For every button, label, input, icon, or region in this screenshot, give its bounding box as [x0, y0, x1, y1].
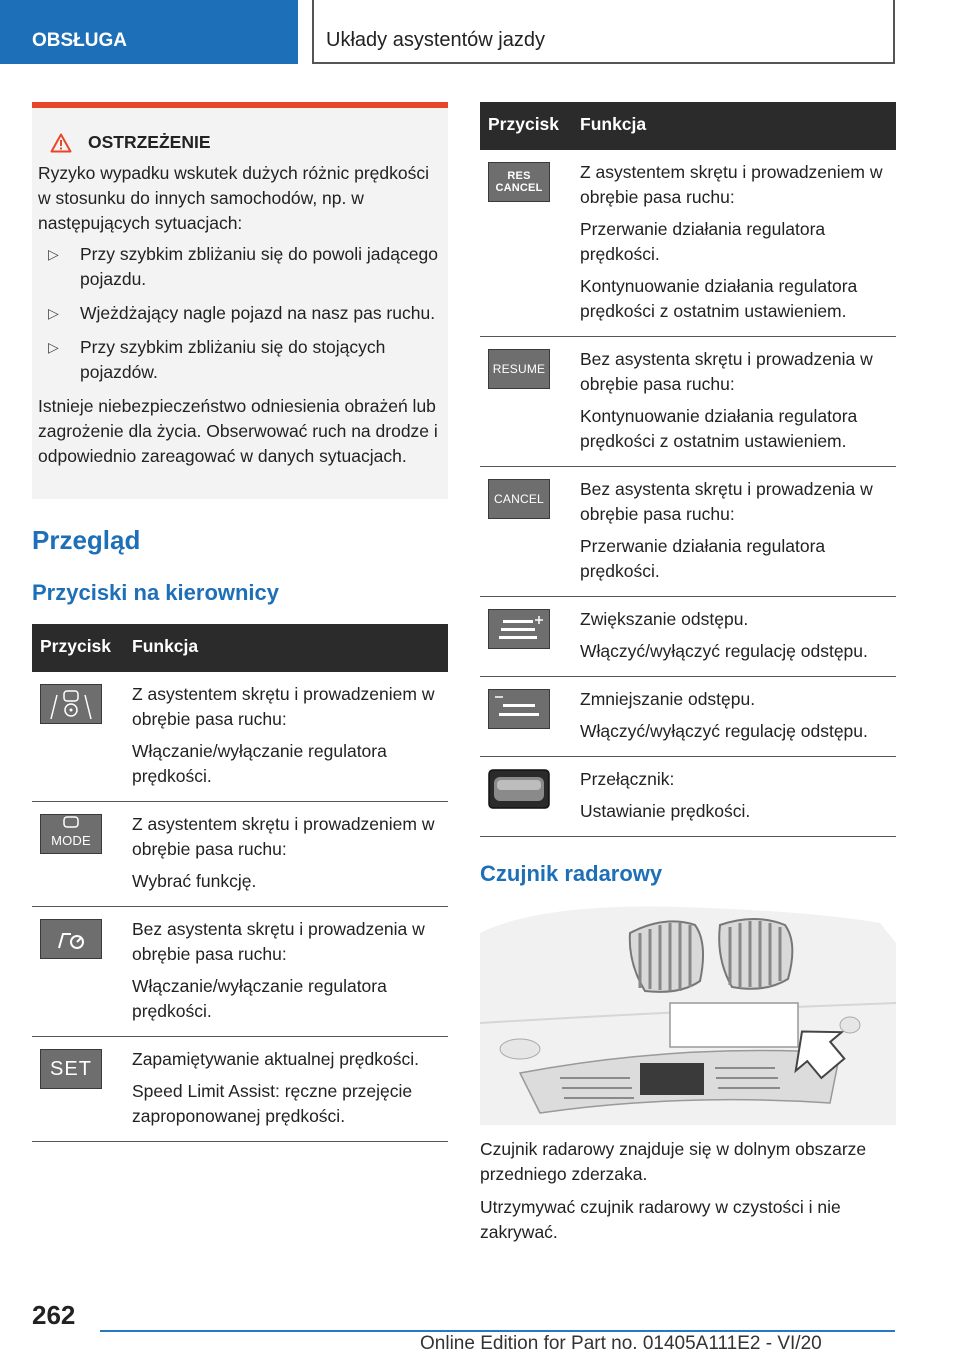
- cruise-control-icon: [40, 919, 102, 959]
- function-text: Z asystentem skrętu i prowadzeniem w obrębie pasa ruchu:: [580, 162, 883, 207]
- distance-increase-icon: [488, 609, 550, 649]
- function-text: Z asystentem skrętu i prowadzeniem w obrębie pasa ruchu:: [132, 814, 435, 859]
- lane-assist-steering-icon: [40, 684, 102, 724]
- bullet-triangle-icon: ▷: [48, 339, 59, 355]
- list-item: ▷ Przy szybkim zbliżaniu się do powoli jadącego pojazdu.: [48, 244, 438, 289]
- function-text: Bez asystenta skrętu i prowadzenia w obrębie pasa ruchu:: [132, 919, 425, 964]
- overview-heading: Przegląd: [32, 525, 141, 555]
- warning-outro: Istnieje niebezpieczeństwo odniesienia obrażeń lub zagrożenie dla życia. Obserwować ruch na drodze i odpowiednio zareagować w danych sytuacjach.: [38, 396, 438, 466]
- right-column: [480, 102, 896, 1253]
- function-text: Ustawianie prędkości.: [580, 801, 751, 821]
- warning-title: OSTRZEŻENIE: [88, 132, 211, 152]
- function-text: Włączanie/wyłączanie regulatora prędkości.: [132, 976, 387, 1021]
- function-text: Kontynuowanie działania regulatora prędkości z ostatnim ustawieniem.: [580, 276, 858, 321]
- column-header-function: Funkcja: [572, 102, 896, 150]
- steering-buttons-table: [32, 624, 448, 1142]
- table-row: [32, 907, 448, 1037]
- table-header-row: [480, 102, 896, 150]
- function-text: Włączyć/wyłączyć regulację odstępu.: [580, 641, 868, 661]
- table-row: [32, 1037, 448, 1142]
- function-text: Zapamiętywanie aktualnej prędkości.: [132, 1049, 419, 1069]
- warning-heading: [50, 130, 440, 155]
- function-text: Bez asystenta skrętu i prowadzenia w obrębie pasa ruchu:: [580, 349, 873, 394]
- warning-list: [38, 242, 440, 385]
- table-row: [480, 337, 896, 467]
- section-tab: OBSŁUGA: [0, 0, 298, 64]
- radar-sensor-heading: Czujnik radarowy: [480, 861, 663, 886]
- function-text: Kontynuowanie działania regulatora prędkości z ostatnim ustawieniem.: [580, 406, 858, 451]
- table-row: [480, 597, 896, 677]
- function-text: Zwiększanie odstępu.: [580, 609, 749, 629]
- function-text: Włączanie/wyłączanie regulatora prędkości.: [132, 741, 387, 786]
- table-row: [32, 672, 448, 802]
- warning-box: [32, 102, 448, 499]
- column-header-function: Funkcja: [124, 624, 448, 672]
- car-front-bumper-image: [480, 903, 896, 1125]
- warning-triangle-icon: [50, 133, 72, 153]
- radar-paragraph: Czujnik radarowy znajduje się w dolnym obszarze przedniego zderzaka.: [480, 1139, 867, 1184]
- function-text: Przerwanie działania regulatora prędkości.: [580, 536, 826, 581]
- radar-description: [480, 1137, 896, 1245]
- function-text: Bez asystenta skrętu i prowadzenia w obrębie pasa ruchu:: [580, 479, 873, 524]
- list-item: ▷ Przy szybkim zbliżaniu się do stojących pojazdów.: [48, 337, 386, 382]
- resume-button-icon: RESUME: [488, 349, 550, 389]
- res-cancel-button-icon: RES CANCEL: [488, 162, 550, 202]
- steering-buttons-table-continued: [480, 102, 896, 837]
- table-row: [480, 677, 896, 757]
- steering-buttons-heading: Przyciski na kierownicy: [32, 580, 280, 605]
- warning-intro: Ryzyko wypadku wskutek dużych różnic prędkości w stosunku do innych samochodów, np. w następujących sytuacjach:: [38, 163, 429, 233]
- chapter-title: Układy asystentów jazdy: [312, 0, 895, 64]
- table-row: [480, 467, 896, 597]
- function-text: Włączyć/wyłączyć regulację odstępu.: [580, 721, 868, 741]
- column-header-button: Przycisk: [480, 102, 572, 150]
- table-row: [32, 802, 448, 907]
- page-number: 262: [32, 1300, 76, 1330]
- function-text: Wybrać funkcję.: [132, 871, 257, 891]
- table-row: [480, 150, 896, 337]
- function-text: Z asystentem skrętu i prowadzeniem w obrębie pasa ruchu:: [132, 684, 435, 729]
- rocker-switch-icon: [488, 769, 550, 809]
- function-text: Speed Limit Assist: ręczne przejęcie zaproponowanej prędkości.: [132, 1081, 413, 1126]
- function-text: Zmniejszanie odstępu.: [580, 689, 756, 709]
- bullet-triangle-icon: ▷: [48, 246, 59, 262]
- footer-edition: Online Edition for Part no. 01405A111E2 - VI/20: [420, 1333, 822, 1354]
- list-item: ▷ Wjeżdżający nagle pojazd na nasz pas ruchu.: [48, 301, 440, 326]
- left-column: [32, 102, 448, 1142]
- table-row: [480, 757, 896, 837]
- function-text: Przerwanie działania regulatora prędkości.: [580, 219, 826, 264]
- set-button-icon: SET: [40, 1049, 102, 1089]
- radar-paragraph: Utrzymywać czujnik radarowy w czystości i nie zakrywać.: [480, 1197, 841, 1242]
- table-header-row: [32, 624, 448, 672]
- function-text: Przełącznik:: [580, 769, 675, 789]
- cancel-button-icon: CANCEL: [488, 479, 550, 519]
- mode-button-icon: MODE: [40, 814, 102, 854]
- bullet-triangle-icon: ▷: [48, 305, 59, 321]
- footer-divider: [100, 1330, 895, 1332]
- column-header-button: Przycisk: [32, 624, 124, 672]
- distance-decrease-icon: [488, 689, 550, 729]
